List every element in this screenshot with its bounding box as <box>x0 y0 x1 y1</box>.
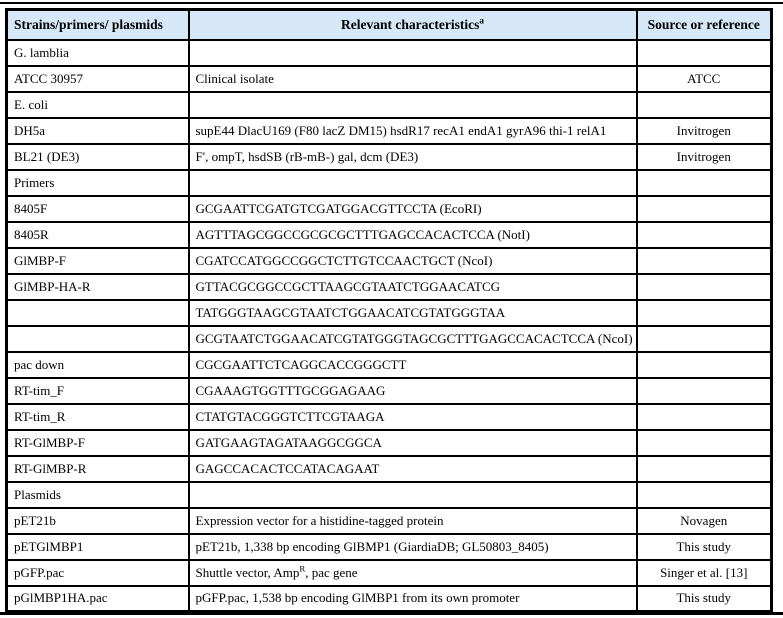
column-header-characteristics-label: Relevant characteristics <box>341 16 480 32</box>
characteristics-cell <box>189 482 637 508</box>
strain-cell: pGlMBP1HA.pac <box>7 586 189 612</box>
strain-cell: Primers <box>7 170 189 196</box>
top-rule <box>0 2 783 4</box>
source-cell <box>637 482 772 508</box>
source-cell <box>637 378 772 404</box>
strain-cell: 8405F <box>7 196 189 222</box>
source-cell: ATCC <box>637 66 772 92</box>
table-row <box>7 482 772 508</box>
table-row <box>7 274 772 300</box>
table-row <box>7 196 772 222</box>
characteristics-cell: supE44 DlacU169 (F80 lacZ DM15) hsdR17 recA1 endA1 gyrA96 thi-1 relA1 <box>189 118 637 144</box>
source-cell <box>637 196 772 222</box>
source-cell <box>637 222 772 248</box>
source-cell <box>637 92 772 118</box>
table-row <box>7 456 772 482</box>
source-cell: Singer et al. [13] <box>637 560 772 586</box>
characteristics-cell: CGAAAGTGGTTTGCGGAGAAG <box>189 378 637 404</box>
table-row <box>7 222 772 248</box>
source-cell <box>637 300 772 326</box>
source-cell <box>637 430 772 456</box>
superscript-text: R <box>299 563 306 574</box>
strain-cell: RT-GlMBP-F <box>7 430 189 456</box>
characteristics-cell <box>189 92 637 118</box>
bottom-rule <box>0 612 783 615</box>
source-cell <box>637 274 772 300</box>
source-cell: Invitrogen <box>637 144 772 170</box>
characteristics-cell: GCGTAATCTGGAACATCGTATGGGTAGCGCTTTGAGCCACACTCCA (NcoI) <box>189 326 637 352</box>
characteristics-cell: GATGAAGTAGATAAGGCGGCA <box>189 430 637 456</box>
strain-cell <box>7 326 189 352</box>
characteristics-cell: Expression vector for a histidine-tagged protein <box>189 508 637 534</box>
characteristics-text: , pac gene <box>305 564 358 580</box>
table-header <box>7 10 772 40</box>
column-header-source <box>637 10 772 40</box>
strain-cell: GlMBP-F <box>7 248 189 274</box>
source-cell: This study <box>637 586 772 612</box>
strain-cell: BL21 (DE3) <box>7 144 189 170</box>
table-row <box>7 170 772 196</box>
table-row <box>7 534 772 560</box>
strain-cell: DH5a <box>7 118 189 144</box>
characteristics-cell: Clinical isolate <box>189 66 637 92</box>
characteristics-cell <box>189 170 637 196</box>
table-row <box>7 326 772 352</box>
strain-cell: Plasmids <box>7 482 189 508</box>
table-row <box>7 508 772 534</box>
strain-cell: GlMBP-HA-R <box>7 274 189 300</box>
table-row <box>7 92 772 118</box>
strain-cell: RT-tim_R <box>7 404 189 430</box>
characteristics-cell: CGCGAATTCTCAGGCACCGGGCTT <box>189 352 637 378</box>
strains-primers-plasmids-table <box>5 8 773 613</box>
table-row <box>7 378 772 404</box>
source-cell <box>637 248 772 274</box>
source-cell <box>637 404 772 430</box>
table-row <box>7 300 772 326</box>
table-row <box>7 560 772 586</box>
column-header-strains <box>7 10 189 40</box>
source-cell <box>637 456 772 482</box>
source-cell: Novagen <box>637 508 772 534</box>
characteristics-cell <box>189 560 637 586</box>
source-cell: This study <box>637 534 772 560</box>
characteristics-cell: GCGAATTCGATGTCGATGGACGTTCCTA (EcoRI) <box>189 196 637 222</box>
table-body <box>7 40 772 612</box>
characteristics-cell: CTATGTACGGGTCTTCGTAAGA <box>189 404 637 430</box>
strain-cell: pET21b <box>7 508 189 534</box>
table-row <box>7 66 772 92</box>
source-cell <box>637 326 772 352</box>
strain-cell: pac down <box>7 352 189 378</box>
characteristics-cell: CGATCCATGGCCGGCTCTTGTCCAACTGCT (NcoI) <box>189 248 637 274</box>
strain-cell: RT-tim_F <box>7 378 189 404</box>
table-row <box>7 118 772 144</box>
table-row <box>7 352 772 378</box>
strain-cell <box>7 300 189 326</box>
source-cell: Invitrogen <box>637 118 772 144</box>
characteristics-cell: GTTACGCGGCCGCTTAAGCGTAATCTGGAACATCG <box>189 274 637 300</box>
strain-cell: ATCC 30957 <box>7 66 189 92</box>
characteristics-cell: pET21b, 1,338 bp encoding GlBMP1 (GiardiaDB; GL50803_8405) <box>189 534 637 560</box>
characteristics-text: Shuttle vector, Amp <box>195 564 300 580</box>
column-header-source-label: Source or reference <box>647 16 760 32</box>
characteristics-footnote-marker: a <box>479 15 484 26</box>
characteristics-cell: AGTTTAGCGGCCGCGCGCTTTGAGCCACACTCCA (NotI) <box>189 222 637 248</box>
characteristics-cell: GAGCCACACTCCATACAGAAT <box>189 456 637 482</box>
table-row <box>7 40 772 66</box>
table-row <box>7 430 772 456</box>
source-cell <box>637 352 772 378</box>
column-header-characteristics <box>189 10 637 40</box>
table-row <box>7 586 772 612</box>
column-header-strains-label: Strains/primers/ plasmids <box>14 16 163 32</box>
strain-cell: 8405R <box>7 222 189 248</box>
strain-cell: pETGlMBP1 <box>7 534 189 560</box>
strain-cell: RT-GlMBP-R <box>7 456 189 482</box>
table-row <box>7 144 772 170</box>
characteristics-cell: F', ompT, hsdSB (rB-mB-) gal, dcm (DE3) <box>189 144 637 170</box>
strain-cell: G. lamblia <box>7 40 189 66</box>
table-row <box>7 404 772 430</box>
table-row <box>7 248 772 274</box>
characteristics-cell: TATGGGTAAGCGTAATCTGGAACATCGTATGGGTAA <box>189 300 637 326</box>
strain-cell: E. coli <box>7 92 189 118</box>
source-cell <box>637 40 772 66</box>
strain-cell: pGFP.pac <box>7 560 189 586</box>
header-row <box>7 10 772 40</box>
characteristics-cell <box>189 40 637 66</box>
source-cell <box>637 170 772 196</box>
characteristics-cell: pGFP.pac, 1,538 bp encoding GlMBP1 from its own promoter <box>189 586 637 612</box>
